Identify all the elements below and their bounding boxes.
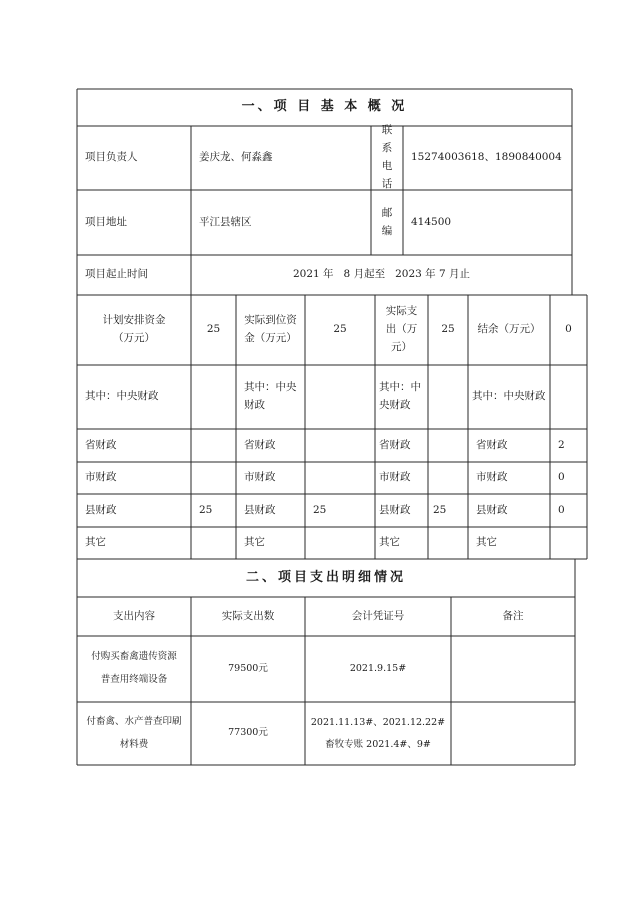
fund-row-planned-label: 市财政 <box>85 471 117 484</box>
fund-row-received-label: 其它 <box>244 536 265 549</box>
fund-row-received-value <box>305 462 375 494</box>
section2-title: 二、项目支出明细情况 <box>245 569 406 585</box>
fund-row-planned-label: 其中：中央财政 <box>85 390 159 403</box>
fund-row-spent-value <box>428 365 468 429</box>
fund-row-received-label: 其中：中央财政 <box>244 381 297 411</box>
expense-row-content: 付购买畜禽遗传资源普查用终端设备 <box>91 651 177 685</box>
fund-row-received-value <box>305 365 375 429</box>
phone-value: 15274003618、1890840004 <box>411 151 562 164</box>
fund-row-balance-value: 0 <box>558 471 565 484</box>
address-label: 项目地址 <box>85 215 127 228</box>
period-value: 2021 年 8 月起至 2023 年 7 月止 <box>292 268 471 281</box>
fund-row-planned-value <box>191 365 236 429</box>
fund-row-balance-value: 0 <box>558 503 565 516</box>
fund-row-spent-value <box>428 429 468 462</box>
spent-value: 25 <box>441 323 455 336</box>
fund-row-received-value <box>305 527 375 559</box>
balance-label: 结余（万元） <box>477 323 541 336</box>
fund-row-received-label: 省财政 <box>244 438 276 451</box>
fund-row-planned-label: 其它 <box>85 536 106 549</box>
fund-row-spent-label: 市财政 <box>379 471 411 484</box>
fund-row-received-value <box>305 429 375 462</box>
fund-row-balance-value <box>550 365 587 429</box>
expense-row-amount: 77300元 <box>228 727 268 739</box>
spent-label: 实际支出（万元） <box>385 305 418 353</box>
section1-title: 一、项 目 基 本 概 况 <box>241 99 408 115</box>
expense-row-content: 付畜禽、水产普查印刷材料费 <box>86 715 182 750</box>
fund-row-spent-label: 其中：中央财政 <box>379 381 421 411</box>
fund-row-spent-value <box>428 462 468 494</box>
leader-label: 项目负责人 <box>85 151 138 164</box>
expense-row-note <box>451 636 575 702</box>
expense-header-note: 备注 <box>502 609 524 622</box>
fund-row-balance-value <box>550 527 587 559</box>
fund-row-planned-label: 省财政 <box>85 438 117 451</box>
received-value: 25 <box>333 323 347 336</box>
fund-row-planned-value <box>191 462 236 494</box>
address-value: 平江县辖区 <box>199 215 252 228</box>
postcode-label: 邮编 <box>381 206 393 237</box>
fund-row-planned-value <box>191 527 236 559</box>
phone-label: 联系电话 <box>381 124 393 190</box>
fund-row-planned-value: 25 <box>199 503 213 516</box>
expense-row-voucher: 2021.11.13#、2021.12.22#畜牧专账 2021.4#、9# <box>310 716 446 750</box>
fund-row-balance-value: 2 <box>558 438 565 451</box>
fund-row-spent-label: 其它 <box>379 536 400 549</box>
expense-row-note <box>451 702 575 765</box>
fund-row-received-value: 25 <box>313 503 327 516</box>
fund-row-received-label: 市财政 <box>244 471 276 484</box>
received-label: 实际到位资金（万元） <box>244 314 297 344</box>
fund-row-balance-label: 其中：中央财政 <box>472 390 546 403</box>
expense-header-voucher: 会计凭证号 <box>351 609 405 622</box>
period-label: 项目起止时间 <box>85 268 148 281</box>
expense-row-voucher: 2021.9.15# <box>349 662 407 674</box>
fund-row-spent-value: 25 <box>433 503 447 516</box>
fund-row-received-label: 县财政 <box>244 503 276 516</box>
planned-value: 25 <box>206 323 221 336</box>
planned-label: 计划安排资金（万元） <box>102 314 166 344</box>
fund-row-balance-label: 其它 <box>476 536 497 549</box>
fund-row-balance-label: 省财政 <box>476 438 508 451</box>
fund-row-balance-label: 县财政 <box>476 503 508 516</box>
fund-row-spent-label: 省财政 <box>379 438 411 451</box>
expense-header-content: 支出内容 <box>113 609 155 622</box>
postcode-value: 414500 <box>411 215 452 228</box>
expense-header-amount: 实际支出数 <box>221 609 275 622</box>
fund-row-planned-value <box>191 429 236 462</box>
fund-row-spent-label: 县财政 <box>379 503 411 516</box>
fund-row-planned-label: 县财政 <box>85 503 117 516</box>
fund-row-spent-value <box>428 527 468 559</box>
leader-value: 姜庆龙、何淼鑫 <box>199 151 273 164</box>
expense-row-amount: 79500元 <box>228 662 268 674</box>
fund-row-balance-label: 市财政 <box>476 471 508 484</box>
balance-value: 0 <box>565 323 572 336</box>
